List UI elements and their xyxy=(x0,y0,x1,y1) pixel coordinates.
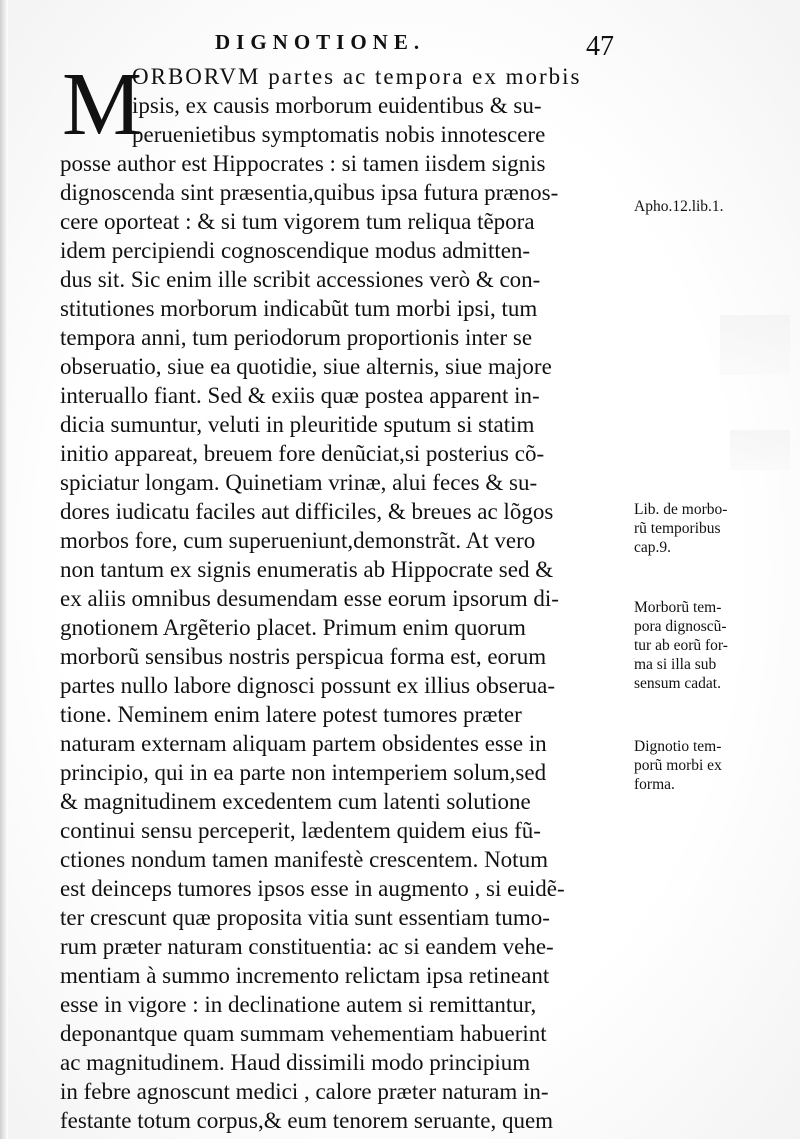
margin-note-line: pora dignoscũ- xyxy=(634,618,727,635)
text-line: partes nullo labore dignosci possunt ex illius obserua- xyxy=(60,673,556,698)
margin-note-line: forma. xyxy=(634,776,675,793)
margin-note-lib-de-morborum xyxy=(634,500,794,557)
text-line: morborũ sensibus nostris perspicua forma est, eorum xyxy=(60,644,547,669)
text-line: gnotionem Argẽterio placet. Primum enim quorum xyxy=(60,615,526,640)
text-line: obseruatio, siue ea quotidie, siue alternis, siue majore xyxy=(60,354,552,379)
text-line: esse in vigore : in declinatione autem si remittantur, xyxy=(60,992,537,1017)
text-line: deponantque quam summam vehementiam habuerint xyxy=(60,1021,547,1046)
text-line: spiciatur longam. Quinetiam vrinæ, alui feces & su- xyxy=(60,470,538,495)
text-line: dus sit. Sic enim ille scribit accessiones verò & con- xyxy=(60,267,541,292)
margin-note-line: Apho.12.lib.1. xyxy=(634,198,724,215)
margin-note-aphorism xyxy=(634,197,794,216)
text-line: ter crescunt quæ proposita vitia sunt essentiam tumo- xyxy=(60,905,550,930)
margin-note-line: Morborũ tem- xyxy=(634,599,722,616)
bleed-through-smudge xyxy=(730,430,790,470)
text-line: rum præter naturam constituentia: ac si eandem vehe- xyxy=(60,934,554,959)
text-line: idem percipiendi cognoscendique modus admitten- xyxy=(60,238,531,263)
text-line: dignoscenda sint præsentia,quibus ipsa futura prænos- xyxy=(60,180,559,205)
text-line: interuallo fiant. Sed & exiis quæ postea apparent in- xyxy=(60,383,540,408)
margin-note-line: porũ morbi ex xyxy=(634,757,722,774)
text-line: cere oporteat : & si tum vigorem tum reliqua tẽpora xyxy=(60,209,535,234)
margin-note-line: Dignotio tem- xyxy=(634,738,722,755)
text-line: est deinceps tumores ipsos esse in augmento , si euidẽ- xyxy=(60,876,565,901)
text-line: stitutiones morborum indicabũt tum morbi ipsi, tum xyxy=(60,296,538,321)
text-line: initio appareat, breuem fore denũciat,si posterius cõ- xyxy=(60,441,545,466)
margin-note-line: sensum cadat. xyxy=(634,675,721,692)
margin-note-dignotio xyxy=(634,737,794,794)
text-line: dicia sumuntur, veluti in pleuritide sputum si statim xyxy=(60,412,535,437)
text-line: tione. Neminem enim latere potest tumores præter xyxy=(60,702,522,727)
page-gutter-shadow xyxy=(0,0,8,1139)
page-number: 47 xyxy=(586,31,614,62)
text-line: ex aliis omnibus desumendam esse eorum ipsorum di- xyxy=(60,586,559,611)
text-line: naturam externam aliquam partem obsidentes esse in xyxy=(60,731,547,756)
running-head: DIGNOTIONE. xyxy=(215,30,426,54)
text-line: non tantum ex signis enumeratis ab Hippocrate sed & xyxy=(60,557,554,582)
text-line: morbos fore, cum superueniunt,demonstrãt. At vero xyxy=(60,528,536,553)
margin-note-line: tur ab eorũ for- xyxy=(634,637,728,654)
bleed-through-smudge xyxy=(720,315,790,375)
text-line: festante totum corpus,& eum tenorem seruante, quem xyxy=(60,1108,554,1133)
text-line: in febre agnoscunt medici , calore præter naturam in- xyxy=(60,1079,549,1104)
main-text-block xyxy=(60,55,640,1135)
text-line: mentiam à summo incremento relictam ipsa retineant xyxy=(60,963,550,988)
text-line: ORBORVM partes ac tempora ex morbis xyxy=(132,64,582,89)
text-line: peruenietibus symptomatis nobis innotescere xyxy=(132,122,546,147)
text-line: & magnitudinem excedentem cum latenti solutione xyxy=(60,789,531,814)
margin-note-line: rũ temporibus xyxy=(634,520,721,537)
margin-note-line: ma si illa sub xyxy=(634,656,717,673)
margin-note-line: cap.9. xyxy=(634,539,672,556)
text-line: posse author est Hippocrates : si tamen iisdem signis xyxy=(60,151,546,176)
margin-note-line: Lib. de morbo- xyxy=(634,501,728,518)
text-line: ipsis, ex causis morborum euidentibus & su- xyxy=(132,93,542,118)
drop-cap-initial: M xyxy=(62,55,143,154)
text-line: dores iudicatu faciles aut difficiles, & breues ac lõgos xyxy=(60,499,554,524)
text-line: ctiones nondum tamen manifestè crescentem. Notum xyxy=(60,847,548,872)
text-line: continui sensu perceperit, lædentem quidem eius fũ- xyxy=(60,818,541,843)
margin-note-morborum-tempora xyxy=(634,598,794,693)
text-line: principio, qui in ea parte non intemperiem solum,sed xyxy=(60,760,547,785)
text-line: ac magnitudinem. Haud dissimili modo principium xyxy=(60,1050,531,1075)
text-line: tempora anni, tum periodorum proportionis inter se xyxy=(60,325,533,350)
